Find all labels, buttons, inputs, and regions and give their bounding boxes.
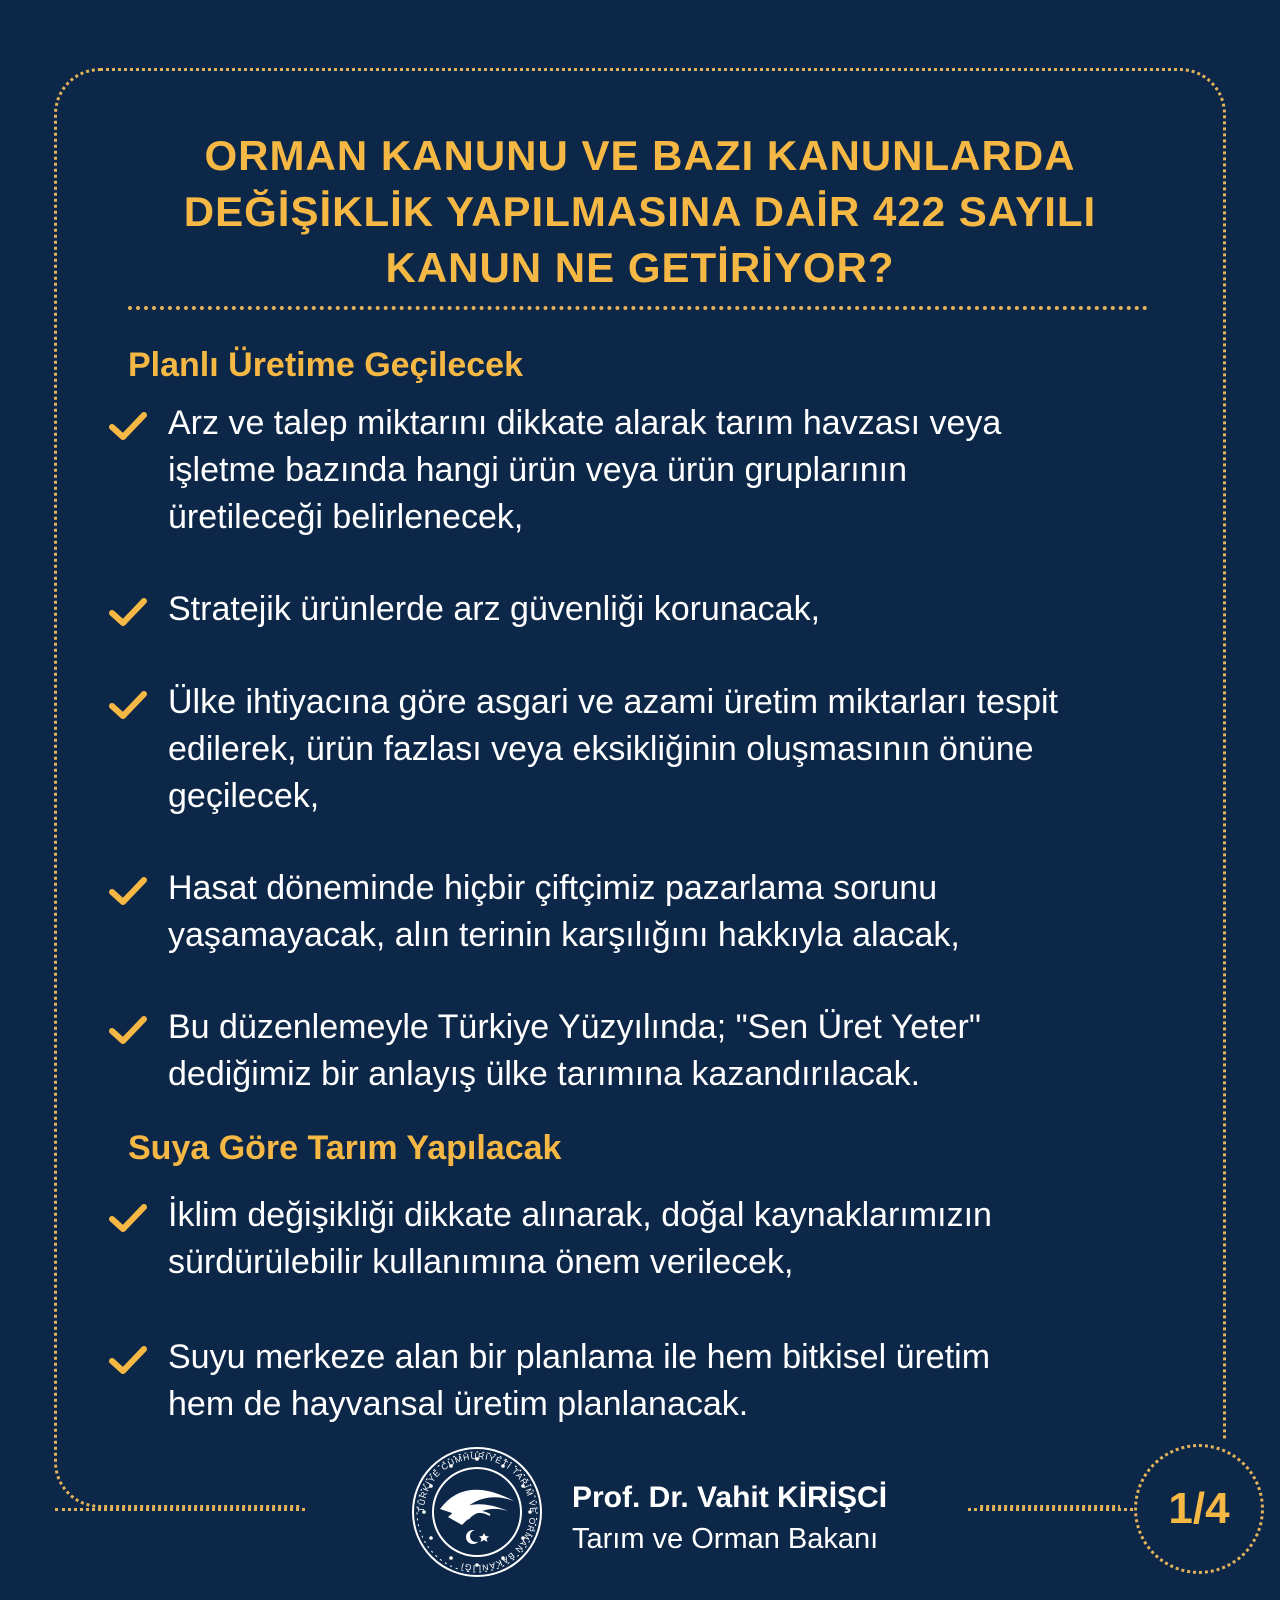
text-line: Ülke ihtiyacına göre asgari ve azami üretim miktarları tespit [168,683,1058,721]
list-item-text [168,400,1280,541]
text-line: sürdürülebilir kullanımına önem verilecek, [168,1243,794,1281]
check-icon [108,871,148,911]
check-icon [108,1198,148,1238]
text-line: üretileceği belirlenecek, [168,498,524,536]
footer-divider-left [55,1508,305,1511]
section-title-planli-uretim: Planlı Üretime Geçilecek [128,346,523,384]
ministry-emblem-icon [410,1445,544,1579]
page-title [90,128,1190,296]
text-line: Suyu merkeze alan bir planlama ile hem bitkisel üretim [168,1338,991,1376]
title-divider [128,306,1148,310]
text-line: hem de hayvansal üretim planlanacak. [168,1385,749,1423]
page-number: 1/4 [1168,1484,1230,1533]
check-icon [108,1010,148,1050]
section-title-suya-gore-tarim: Suya Göre Tarım Yapılacak [128,1129,562,1167]
check-icon [108,1340,148,1380]
text-line: işletme bazında hangi ürün veya ürün gruplarının [168,451,908,489]
title-line: ORMAN KANUNU VE BAZI KANUNLARDA [204,132,1076,179]
text-line: Arz ve talep miktarını dikkate alarak tarım havzası veya [168,404,1002,442]
text-line: Hasat döneminde hiçbir çiftçimiz pazarlama sorunu [168,869,938,907]
check-icon [108,685,148,725]
signatory-name: Prof. Dr. Vahit KİRİŞCİ [572,1481,888,1514]
text-line: Bu düzenlemeyle Türkiye Yüzyılında; "Sen Üret Yeter" [168,1008,981,1046]
list-item-text [168,1004,1280,1098]
check-icon [108,406,148,446]
list-item-text [168,679,1280,820]
emblem-text: TÜRKİYE CUMHURİYETİ TARIM VE ORMAN BAKANLIĞI [415,1450,539,1574]
list-item-text [168,865,1280,959]
footer-divider-right [968,1508,1133,1511]
text-line: geçilecek, [168,777,320,815]
list-item-text [168,1334,1280,1428]
text-line: dediğimiz bir anlayış ülke tarımına kazandırılacak. [168,1055,921,1093]
list-item-text [168,586,1280,633]
text-line: edilerek, ürün fazlası veya eksikliğinin oluşmasının önüne [168,730,1034,768]
title-line: KANUN NE GETİRİYOR? [385,244,895,291]
text-line: Stratejik ürünlerde arz güvenliği korunacak, [168,590,821,628]
title-line: DEĞİŞİKLİK YAPILMASINA DAİR 422 SAYILI [183,188,1097,235]
text-line: yaşamayacak, alın terinin karşılığını hakkıyla alacak, [168,916,960,954]
text-line: İklim değişikliği dikkate alınarak, doğal kaynaklarımızın [168,1196,992,1234]
signatory-role: Tarım ve Orman Bakanı [572,1523,879,1555]
list-item-text [168,1192,1280,1286]
check-icon [108,592,148,632]
